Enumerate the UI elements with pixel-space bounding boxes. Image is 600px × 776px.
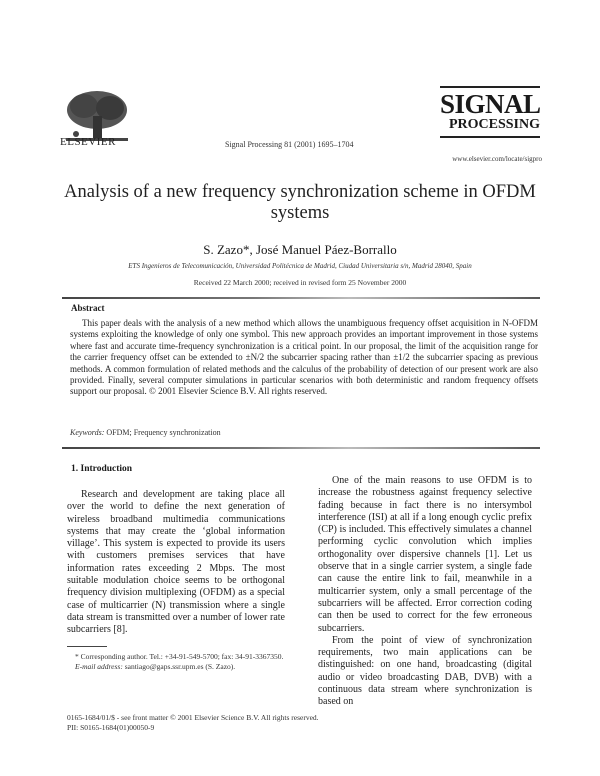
right-column bbox=[318, 475, 532, 709]
keywords bbox=[70, 428, 221, 437]
section-heading-introduction: 1. Introduction bbox=[71, 464, 133, 474]
publisher-name: ELSEVIER bbox=[60, 136, 116, 148]
pii-line: PII: S0165-1684(01)00050-9 bbox=[67, 723, 155, 732]
logo-rule-bottom bbox=[440, 136, 540, 138]
authors: S. Zazo*, José Manuel Páez-Borrallo bbox=[203, 242, 397, 257]
footnote bbox=[67, 652, 285, 672]
abstract-heading: Abstract bbox=[71, 303, 105, 313]
journal-url[interactable]: www.elsevier.com/locate/sigpro bbox=[452, 155, 542, 163]
paper-title: Analysis of a new frequency synchronization scheme in OFDM systems bbox=[64, 182, 536, 223]
abstract-text: This paper deals with the analysis of a new method which allows the unambiguous frequency offset acquisition in N-OFDM systems exploiting the knowledge of only one symbol. This new approach provides an important improvement in those systems where fast and accurate time-frequency synchronization is a critical point. In our proposal, the limit of the acquisition range for the carrier frequency offset can be extended to ±N/2 the subcarrier spacing rather than ±1/2 the subcarrier spacing as previous methods. A common formulation of related methods and the calculus of the probability of detection of our present work are also provided. Finally, several computer simulations in particular scenarios with both deterministic and random frequency offsets support our proposal. © 2001 Elsevier Science B.V. All rights reserved. bbox=[70, 318, 538, 397]
issn-line: 0165-1684/01/$ - see front matter © 2001 Elsevier Science B.V. All rights reserved. bbox=[67, 713, 319, 722]
journal-logo bbox=[440, 86, 540, 138]
copyright-block bbox=[67, 713, 319, 733]
logo-rule-top bbox=[440, 86, 540, 88]
footnote-rule bbox=[67, 646, 107, 647]
email-address[interactable]: santiago@gaps.ssr.upm.es (S. Zazo). bbox=[124, 662, 236, 671]
corresponding-author: * Corresponding author. Tel.: +34-91-549-5700; fax: 34-91-3367350. bbox=[75, 652, 284, 661]
paragraph: From the point of view of synchronization requirements, two main applications can be distinguished: on one hand, broadcasting (digital audio or video broadcasting DAB, DVB) with a continuous data stream where synchronization is based on bbox=[318, 634, 532, 708]
paragraph: Research and development are taking place all over the world to define the next generation of wireless broadband multimedia communications systems that may create the ‘global information village’. This system is expected to provide its users with customers premises services that have information rates exceeding 2 Mbps. The most suitable modulation choice seems to be orthogonal frequency division multiplexing (OFDM) as a special case of multicarrier (N) transmission where a single data stream is transmitted over a number of lower rate subcarriers [8]. bbox=[67, 489, 285, 636]
left-column bbox=[67, 489, 285, 637]
paragraph: One of the main reasons to use OFDM is to increase the robustness against frequency selective fading because in fact there is no intersymbol interference (ISI) at all if a long enough cyclic prefix (CP) is included. This effectively simulates a channel performing cyclic convolution which implies orthogonality over dispersive channels [1]. Let us observe that in a single carrier system, a single fade can cause the entire link to fail, meanwhile in a multicarrier system, only a small percentage of the subcarriers will be affected. Error correction coding can then be used to correct for the few erroneous subcarriers. bbox=[318, 475, 532, 634]
affiliation: ETS Ingenieros de Telecomunicación, Universidad Politécnica de Madrid, Ciudad Universitaria s/n, Madrid 28040, Spain bbox=[128, 262, 472, 270]
journal-citation: Signal Processing 81 (2001) 1695–1704 bbox=[225, 140, 354, 149]
email-line bbox=[67, 662, 285, 672]
keywords-label: Keywords: bbox=[70, 428, 105, 437]
received-dates: Received 22 March 2000; received in revised form 25 November 2000 bbox=[193, 278, 407, 287]
divider bbox=[62, 447, 540, 449]
journal-logo-line1: SIGNAL bbox=[440, 89, 541, 119]
journal-logo-line2: PROCESSING bbox=[448, 117, 540, 132]
keywords-value: OFDM; Frequency synchronization bbox=[106, 428, 221, 437]
email-label: E-mail address: bbox=[75, 662, 123, 671]
divider bbox=[62, 297, 540, 299]
